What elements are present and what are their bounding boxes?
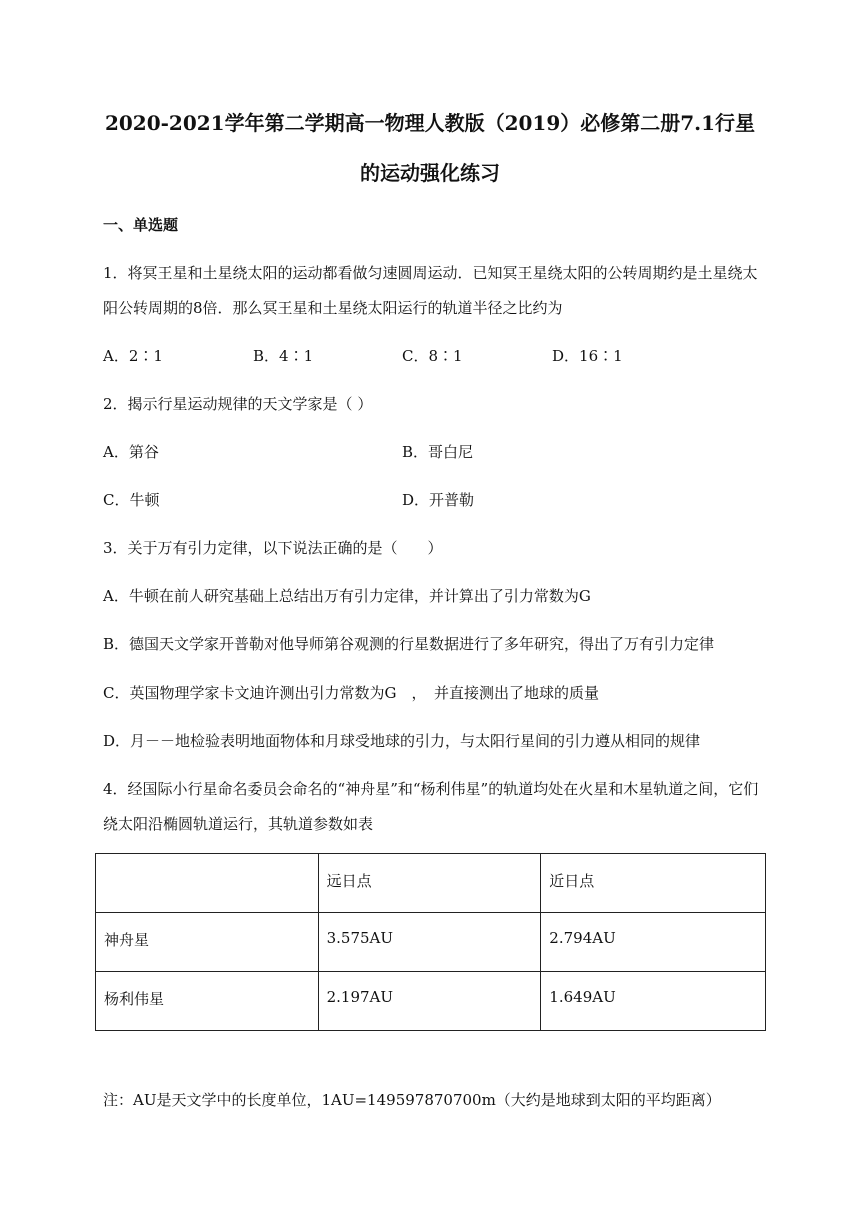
table-header-cell: 远日点 [318,854,541,913]
q3-option-d[interactable]: D．月－－地检验表明地面物体和月球受地球的引力，与太阳行星间的引力遵从相同的规律 [103,732,701,750]
title-line-1: 2020-2021学年第二学期高一物理人教版（2019）必修第二册7.1行星 [104,111,756,135]
q3-stem: 3．关于万有引力定律，以下说法正确的是（ ） [103,539,443,557]
table-row [96,913,766,972]
table-cell: 1.649AU [541,972,766,1031]
q1-option-c[interactable]: C．8∶1 [402,347,463,365]
orbit-parameters-table [95,853,766,1031]
q1-option-a[interactable]: A．2∶1 [103,347,163,365]
table-header-cell [96,854,319,913]
table-cell: 杨利伟星 [96,972,319,1031]
table-header-row [96,854,766,913]
table-cell: 神舟星 [96,913,319,972]
q4-stem-line-1: 4．经国际小行星命名委员会命名的“神舟星”和“杨利伟星”的轨道均处在火星和木星轨道之间，它们 [103,780,759,798]
q1-option-b[interactable]: B．4∶1 [253,347,314,365]
q2-option-d[interactable]: D．开普勒 [402,491,475,509]
q4-note: 注：AU是天文学中的长度单位，1AU=149597870700m（大约是地球到太阳的平均距离） [103,1091,721,1109]
section-heading: 一、单选题 [103,216,179,234]
q1-option-d[interactable]: D．16∶1 [552,347,623,365]
q3-option-b[interactable]: B．德国天文学家开普勒对他导师第谷观测的行星数据进行了多年研究，得出了万有引力定律 [103,635,715,653]
table-cell: 2.794AU [541,913,766,972]
q2-option-b[interactable]: B．哥白尼 [402,443,474,461]
table-row [96,972,766,1031]
q4-stem-line-2: 绕太阳沿椭圆轨道运行，其轨道参数如表 [103,815,374,833]
q3-option-a[interactable]: A．牛顿在前人研究基础上总结出万有引力定律，并计算出了引力常数为G [103,587,591,605]
table-cell: 3.575AU [318,913,541,972]
table-header-cell: 近日点 [541,854,766,913]
q3-option-c[interactable]: C．英国物理学家卡文迪许测出引力常数为G ， 并直接测出了地球的质量 [103,684,599,702]
q1-stem-line-1: 1．将冥王星和土星绕太阳的运动都看做匀速圆周运动．已知冥王星绕太阳的公转周期约是土星绕太 [103,264,758,282]
q2-option-c[interactable]: C．牛顿 [103,491,160,509]
table-cell: 2.197AU [318,972,541,1031]
q2-option-a[interactable]: A．第谷 [103,443,159,461]
q2-stem: 2．揭示行星运动规律的天文学家是（ ） [103,395,373,413]
q1-stem-line-2: 阳公转周期的8倍．那么冥王星和土星绕太阳运行的轨道半径之比约为 [103,299,563,317]
title-line-2: 的运动强化练习 [360,161,500,185]
